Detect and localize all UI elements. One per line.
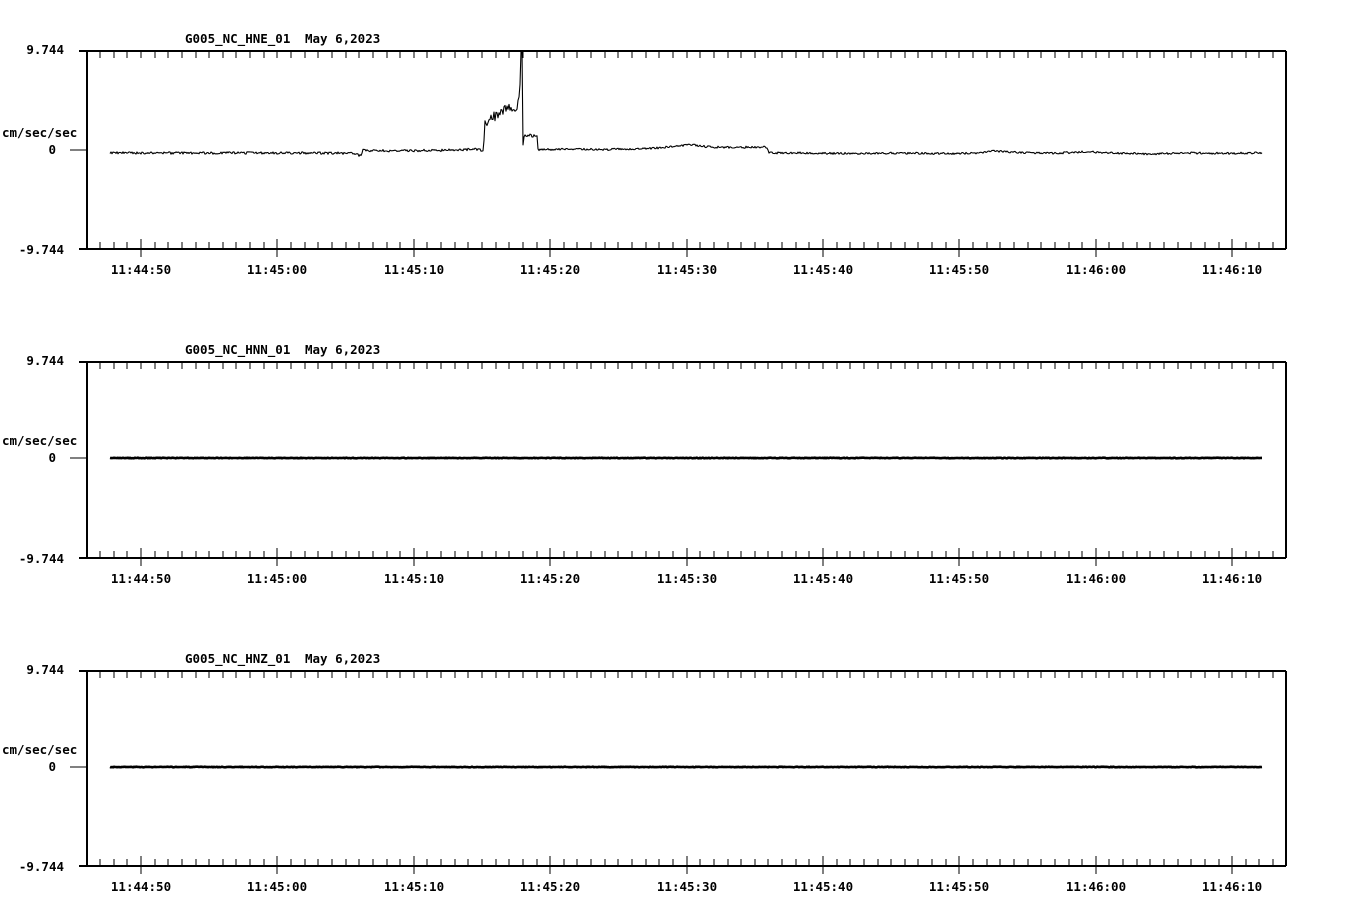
plot-border: [79, 671, 1286, 866]
x-tick-label: 11:45:30: [656, 262, 718, 277]
x-tick-label: 11:45:00: [246, 879, 308, 894]
x-tick-label: 11:45:10: [383, 571, 445, 586]
y-tick-label-max: 9.744: [26, 353, 64, 368]
x-tick-label: 11:45:00: [246, 571, 308, 586]
x-tick-label: 11:45:10: [383, 262, 445, 277]
chart-title-station: G005_NC_HNZ_01: [185, 651, 291, 666]
x-tick-label: 11:44:50: [110, 879, 172, 894]
x-tick-label: 11:45:20: [519, 262, 581, 277]
x-tick-label: 11:45:20: [519, 571, 581, 586]
x-tick-label: 11:45:50: [928, 571, 990, 586]
chart-frame-G005_NC_HNZ_01: [70, 671, 1286, 874]
x-tick-label: 11:45:30: [656, 879, 718, 894]
x-tick-label: 11:45:50: [928, 262, 990, 277]
x-tick-label: 11:45:40: [792, 879, 854, 894]
plot-border: [79, 51, 1286, 249]
chart-title-date: May 6,2023: [305, 31, 381, 46]
y-tick-label-min: -9.744: [18, 551, 64, 566]
y-tick-label-min: -9.744: [18, 242, 64, 257]
minor-ticks: [100, 362, 1273, 558]
x-tick-label: 11:45:20: [519, 879, 581, 894]
y-axis-unit-label: cm/sec/sec: [2, 433, 78, 448]
y-tick-label-max: 9.744: [26, 42, 64, 57]
y-axis-unit-label: cm/sec/sec: [2, 125, 78, 140]
x-tick-label: 11:44:50: [110, 571, 172, 586]
chart-frame-G005_NC_HNE_01: [70, 51, 1286, 257]
waveform-trace: [110, 458, 1262, 459]
chart-title-date: May 6,2023: [305, 342, 381, 357]
y-tick-label-zero: 0: [48, 142, 56, 157]
x-tick-label: 11:46:00: [1065, 571, 1127, 586]
minor-ticks: [100, 671, 1273, 866]
waveform-trace: [110, 51, 1262, 156]
y-axis-unit-label: cm/sec/sec: [2, 742, 78, 757]
waveform-trace: [110, 767, 1262, 768]
x-tick-label: 11:46:10: [1201, 879, 1263, 894]
chart-title-station: G005_NC_HNE_01: [185, 31, 291, 46]
plot-border: [79, 362, 1286, 558]
x-tick-label: 11:46:00: [1065, 262, 1127, 277]
y-tick-label-zero: 0: [48, 450, 56, 465]
x-tick-label: 11:45:50: [928, 879, 990, 894]
chart-title-date: May 6,2023: [305, 651, 381, 666]
y-tick-label-max: 9.744: [26, 662, 64, 677]
x-tick-label: 11:45:30: [656, 571, 718, 586]
minor-ticks: [100, 51, 1273, 249]
x-tick-label: 11:45:00: [246, 262, 308, 277]
y-tick-label-min: -9.744: [18, 859, 64, 874]
x-tick-label: 11:45:40: [792, 262, 854, 277]
x-tick-label: 11:46:10: [1201, 262, 1263, 277]
x-tick-label: 11:46:00: [1065, 879, 1127, 894]
x-tick-label: 11:46:10: [1201, 571, 1263, 586]
y-tick-label-zero: 0: [48, 759, 56, 774]
x-tick-label: 11:45:10: [383, 879, 445, 894]
chart-frame-G005_NC_HNN_01: [70, 362, 1286, 566]
x-tick-label: 11:44:50: [110, 262, 172, 277]
x-tick-label: 11:45:40: [792, 571, 854, 586]
chart-title-station: G005_NC_HNN_01: [185, 342, 291, 357]
